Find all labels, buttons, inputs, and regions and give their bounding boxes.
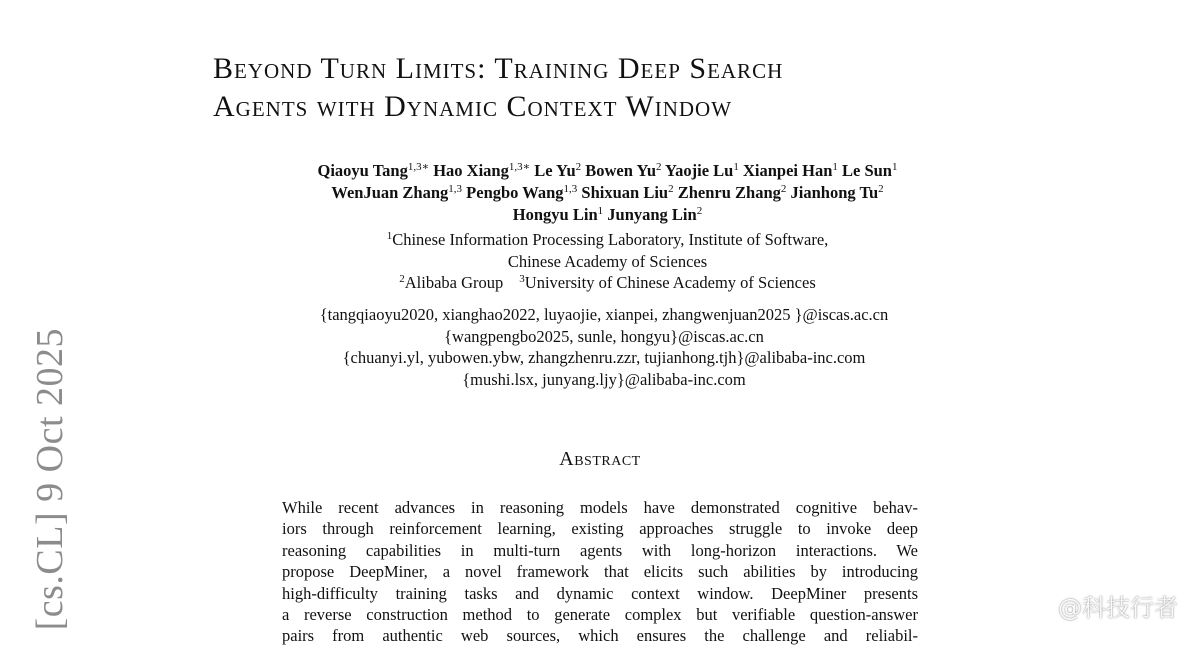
author-affiliation-sup: 1,3: [563, 183, 578, 195]
affiliation-sup: 3: [519, 273, 525, 285]
author-name: WenJuan Zhang: [331, 183, 449, 202]
author-name: Hongyu Lin: [512, 205, 598, 224]
email-line: {mushi.lsx, junyang.ljy}@alibaba-inc.com: [462, 369, 746, 389]
affiliation-1-line-2: Chinese Academy of Sciences: [507, 251, 708, 271]
abstract-line: iors through reinforcement learning, existing approaches struggle to invoke deep: [282, 519, 918, 539]
email-line: {chuanyi.yl, yubowen.ybw, zhangzhenru.zzr, tujianhong.tjh}@alibaba-inc.com: [342, 348, 866, 367]
weibo-like-logo-icon: [1022, 590, 1052, 620]
abstract-heading: Abstract: [559, 448, 641, 470]
author-name: Qiaoyu Tang: [317, 161, 408, 180]
author-name: Le Yu: [534, 161, 576, 180]
author-affiliation-sup: 1,3∗: [407, 161, 430, 173]
author-affiliation-sup: 1,3: [448, 183, 463, 195]
abstract-line: While recent advances in reasoning models have demonstrated cognitive behav-: [282, 498, 918, 517]
paper-title: [213, 50, 1033, 126]
author-affiliation-sup: 1: [597, 205, 604, 217]
author-affiliation-sup: 2: [668, 183, 674, 195]
title-line-2: Agents with Dynamic Context Window: [213, 90, 733, 123]
affiliation-text: Chinese Information Processing Laboratory, Institute of Software,: [392, 230, 829, 249]
abstract-line: high-difficulty training tasks and dynamic context window. DeepMiner presents: [282, 583, 918, 603]
affiliation-text: Alibaba Group: [404, 273, 504, 292]
abstract-line: propose DeepMiner, a novel framework that elicits such abilities by introducing: [282, 562, 918, 582]
affiliation-sup: 2: [399, 273, 405, 285]
affiliations: [200, 229, 1015, 294]
author-affiliation-sup: 2: [780, 183, 787, 195]
author-affiliation-sup: 2: [575, 161, 582, 173]
author-name: Le Sun: [842, 161, 892, 180]
author-line-1: [200, 160, 1015, 182]
author-affiliation-sup: 1: [891, 161, 898, 173]
affiliation-1-line-1: [200, 229, 1015, 251]
author-name: Xianpei Han: [742, 161, 833, 180]
author-name: Pengbo Wang: [466, 183, 564, 202]
abstract-line: pairs from authentic web sources, which ensures the challenge and reliabil-: [282, 626, 918, 646]
author-name: Hao Xiang: [433, 161, 509, 180]
abstract-line: reasoning capabilities in multi-turn agents with long-horizon interactions. We: [282, 540, 918, 560]
author-affiliation-sup: 2: [656, 161, 662, 173]
author-affiliation-sup: 1: [733, 161, 739, 173]
author-affiliation-sup: 1: [832, 161, 838, 173]
author-name: Yaojie Lu: [665, 161, 734, 180]
email-line: {wangpengbo2025, sunle, hongyu}@iscas.ac.cn: [444, 326, 764, 346]
author-affiliation-sup: 2: [696, 205, 703, 217]
author-name: Shixuan Liu: [581, 183, 669, 202]
affiliation-2-3-line: [200, 272, 1015, 294]
affiliation-sup: 1: [386, 230, 393, 242]
author-affiliation-sup: 1,3∗: [508, 161, 531, 173]
author-name: Zhenru Zhang: [677, 183, 781, 202]
author-name: Bowen Yu: [585, 161, 657, 180]
watermark-text: @科技行者: [1058, 593, 1178, 622]
author-affiliation-sup: 2: [878, 183, 884, 195]
author-list: [200, 160, 1015, 226]
author-name: Jianhong Tu: [790, 183, 879, 202]
affiliation-text: University of Chinese Academy of Sciences: [524, 273, 816, 292]
email-list: [200, 304, 1008, 390]
author-line-2: [200, 182, 1015, 204]
abstract-line: a reverse construction method to generate complex but verifiable question-answer: [282, 605, 918, 625]
abstract-body: [282, 497, 918, 647]
author-name: Junyang Lin: [607, 205, 697, 224]
author-line-3: [200, 204, 1015, 226]
arxiv-side-stamp: [cs.CL] 9 Oct 2025: [29, 328, 71, 631]
title-line-1: Beyond Turn Limits: Training Deep Search: [213, 52, 784, 85]
watermark: [1022, 588, 1178, 622]
email-line: {tangqiaoyu2020, xianghao2022, luyaojie, xianpei, zhangwenjuan2025 }@iscas.ac.cn: [319, 305, 889, 324]
